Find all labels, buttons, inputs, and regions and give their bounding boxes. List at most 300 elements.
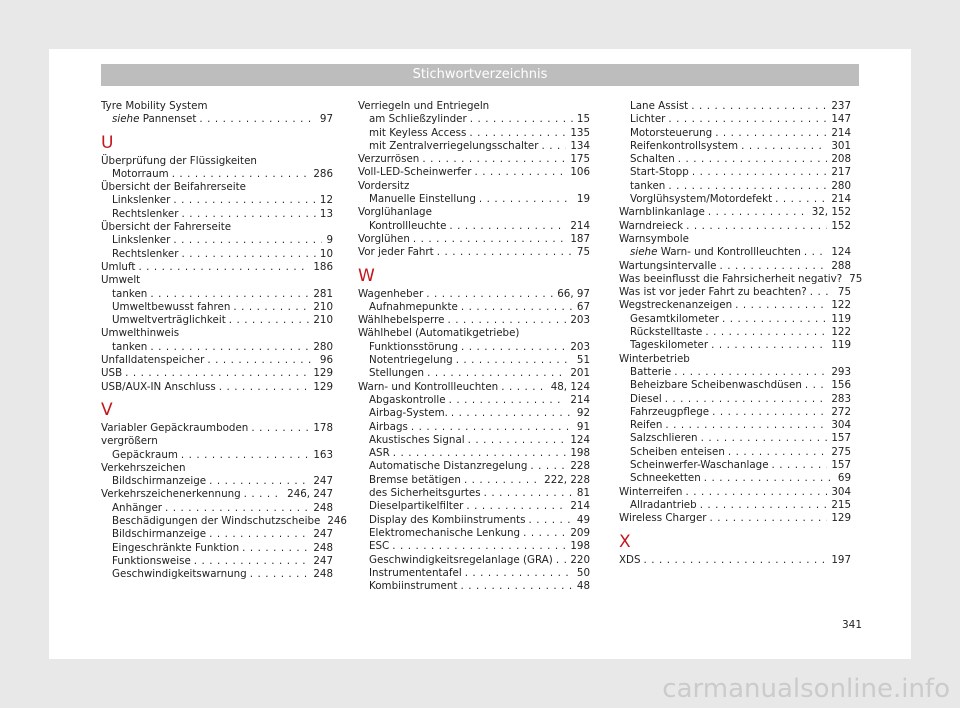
dot-leader	[422, 153, 566, 166]
entry-page-number: 214	[570, 500, 590, 513]
entry-label: Salzschlieren	[630, 432, 698, 445]
dot-leader	[125, 367, 309, 380]
index-subentry	[358, 421, 590, 434]
dot-leader	[461, 301, 573, 314]
dot-leader	[209, 475, 309, 488]
entry-page-number: 32, 152	[811, 206, 851, 219]
dot-leader	[199, 113, 315, 126]
index-subentry	[358, 514, 590, 527]
index-entry	[619, 206, 851, 219]
entry-page-number: 201	[570, 367, 590, 380]
entry-page-number: 293	[831, 365, 851, 378]
entry-page-number: 280	[313, 340, 333, 353]
index-subentry	[358, 341, 590, 354]
entry-label: Rückstelltaste	[630, 326, 703, 339]
entry-page-number: 214	[570, 219, 590, 232]
entry-page-number: 246, 247	[287, 488, 333, 501]
entry-label: Wählhebelsperre	[358, 314, 445, 327]
entry-label: Wählhebel (Automatikgetriebe)	[358, 327, 520, 340]
entry-page-number: 187	[570, 232, 590, 245]
entry-label: Scheiben enteisen	[630, 445, 725, 458]
entry-label: USB	[101, 367, 123, 380]
entry-page-number: 13	[319, 207, 333, 220]
entry-label: Warndreieck	[619, 219, 684, 232]
entry-label: Schneeketten	[630, 472, 701, 485]
entry-page-number: 220	[570, 553, 590, 566]
index-entry	[619, 486, 851, 499]
index-subentry	[619, 406, 851, 419]
index-subentry	[101, 542, 333, 555]
index-subentry	[619, 246, 851, 259]
index-subentry	[619, 153, 851, 166]
index-subentry	[101, 475, 333, 488]
entry-page-number: 246	[327, 515, 347, 528]
entry-label: Unfalldatenspeicher	[101, 354, 205, 367]
index-entry	[101, 100, 333, 113]
entry-label: Display des Kombiinstruments	[369, 513, 526, 526]
entry-page-number: 228	[570, 460, 590, 473]
entry-label: Bildschirmanzeige	[112, 475, 207, 488]
entry-page-number: 129	[831, 512, 851, 525]
entry-label: Lane Assist	[630, 100, 689, 112]
entry-page-number: 198	[570, 540, 590, 553]
dot-leader	[523, 527, 566, 540]
entry-label: Umwelt	[101, 274, 141, 287]
dot-leader	[708, 206, 808, 219]
entry-label: USB/AUX-IN Anschluss	[101, 380, 216, 393]
entry-page-number: 51	[576, 354, 590, 367]
index-section-letter: U	[101, 132, 114, 153]
dot-leader	[735, 299, 827, 312]
entry-page-number: 129	[313, 380, 333, 393]
dot-leader	[182, 208, 316, 221]
index-entry	[101, 381, 333, 394]
index-subentry	[358, 193, 590, 206]
dot-leader	[150, 288, 309, 301]
entry-page-number: 119	[831, 339, 851, 352]
index-subentry	[358, 567, 590, 580]
index-subentry	[619, 339, 851, 352]
dot-leader	[150, 341, 309, 354]
entry-label: Warnblinkanlage	[619, 206, 705, 219]
entry-label: Fahrzeugpflege	[630, 405, 710, 418]
dot-leader	[251, 422, 309, 435]
entry-label: Start-Stopp	[630, 166, 689, 179]
entry-label: Verriegeln und Entriegeln	[358, 100, 490, 112]
entry-label: Winterbetrieb	[619, 352, 690, 365]
entry-label: Akustisches Signal	[369, 433, 465, 446]
dot-leader	[772, 459, 828, 472]
index-column-1	[101, 100, 347, 582]
index-subentry	[619, 379, 851, 392]
entry-page-number: 15	[576, 113, 590, 126]
dot-leader	[411, 421, 573, 434]
index-entry	[358, 246, 590, 259]
dot-leader	[456, 354, 573, 367]
index-subentry	[619, 313, 851, 326]
entry-page-number: 50	[576, 566, 590, 579]
dot-leader	[691, 100, 827, 113]
index-subentry	[619, 193, 851, 206]
entry-page-number: 304	[831, 485, 851, 498]
index-subentry	[101, 301, 333, 314]
index-subentry	[101, 449, 333, 462]
entry-page-number: 163	[313, 448, 333, 461]
entry-label: Tageskilometer	[630, 339, 709, 352]
index-entry	[358, 166, 590, 179]
index-subentry	[101, 515, 347, 528]
index-subentry	[358, 127, 590, 140]
entry-page-number: 208	[831, 153, 851, 166]
dot-leader	[461, 341, 566, 354]
dot-leader	[674, 366, 827, 379]
entry-page-number: 198	[570, 447, 590, 460]
entry-label: Umweltverträglichkeit	[112, 314, 226, 327]
entry-label: Funktionsweise	[112, 554, 191, 567]
entry-page-number: 248	[313, 568, 333, 581]
index-subentry	[101, 248, 333, 261]
entry-label: Verzurrösen	[358, 153, 420, 166]
index-subentry	[101, 502, 333, 515]
entry-text: Warn- und Kontrollleuchten	[660, 246, 801, 259]
entry-page-number: 275	[831, 445, 851, 458]
entry-page-number: 9	[326, 234, 333, 247]
dot-leader	[484, 487, 573, 500]
dot-leader	[427, 367, 566, 380]
entry-page-number: 152	[831, 219, 851, 232]
dot-leader	[712, 406, 827, 419]
index-subentry	[101, 208, 333, 221]
entry-label: Dieselpartikelfilter	[369, 500, 464, 513]
entry-label: vergrößern	[101, 435, 158, 448]
entry-label	[112, 113, 196, 126]
entry-label: Linkslenker	[112, 194, 171, 207]
entry-text: Pannenset	[142, 113, 197, 126]
index-subentry	[619, 326, 851, 339]
entry-page-number: 283	[831, 392, 851, 405]
entry-label: Schalten	[630, 153, 675, 166]
index-subentry	[101, 314, 333, 327]
entry-label: Verkehrszeichen	[101, 461, 186, 474]
entry-page-number: 48	[576, 580, 590, 593]
dot-leader	[501, 381, 546, 394]
entry-page-number: 214	[570, 393, 590, 406]
entry-label: tanken	[112, 287, 148, 300]
dot-leader	[668, 180, 827, 193]
index-entry	[101, 422, 333, 435]
entry-page-number: 19	[576, 193, 590, 206]
dot-leader	[711, 339, 827, 352]
index-subentry	[358, 554, 590, 567]
entry-page-number: 215	[831, 498, 851, 511]
dot-leader	[805, 379, 827, 392]
entry-label: Gepäckraum	[112, 448, 178, 461]
entry-label: Aufnahmepunkte	[369, 300, 458, 313]
index-subentry	[358, 540, 590, 553]
entry-label: ASR	[369, 447, 390, 460]
index-subentry	[619, 446, 851, 459]
dot-leader	[720, 260, 828, 273]
entry-page-number: 247	[313, 554, 333, 567]
entry-label: Abgaskontrolle	[369, 393, 446, 406]
entry-label: Airbag-System.	[369, 407, 448, 420]
watermark: carmanualsonline.info	[662, 674, 950, 704]
index-entry	[101, 435, 333, 448]
dot-leader	[468, 434, 567, 447]
entry-label: Allradantrieb	[630, 498, 697, 511]
index-subentry	[358, 474, 590, 487]
entry-page-number: 209	[570, 526, 590, 539]
entry-label: Airbags	[369, 420, 408, 433]
entry-label: ESC	[369, 540, 390, 553]
entry-page-number: 157	[831, 459, 851, 472]
entry-page-number: 210	[313, 314, 333, 327]
index-subentry	[619, 100, 851, 113]
index-entry	[101, 155, 333, 168]
entry-label: Elektromechanische Lenkung	[369, 526, 521, 539]
dot-leader	[172, 168, 310, 181]
index-entry	[358, 100, 590, 113]
index-subentry	[358, 580, 590, 593]
entry-label: Reifenkontrollsystem	[630, 139, 739, 152]
entry-page-number: 92	[576, 407, 590, 420]
entry-label: Rechtslenker	[112, 207, 179, 220]
index-entry	[358, 327, 590, 340]
entry-page-number: 147	[831, 113, 851, 126]
entry-page-number: 81	[576, 487, 590, 500]
index-subentry	[358, 487, 590, 500]
dot-leader	[479, 193, 573, 206]
index-entry	[358, 314, 590, 327]
dot-leader	[138, 261, 309, 274]
index-entry	[101, 181, 333, 194]
entry-label: Gesamtkilometer	[630, 312, 720, 325]
dot-leader	[541, 140, 566, 153]
entry-label: Bremse betätigen	[369, 473, 461, 486]
entry-page-number: 272	[831, 405, 851, 418]
dot-leader	[219, 381, 310, 394]
entry-page-number: 280	[831, 179, 851, 192]
entry-page-number: 10	[319, 247, 333, 260]
entry-page-number: 97	[319, 113, 333, 126]
index-entry	[358, 180, 590, 193]
entry-page-number: 217	[831, 166, 851, 179]
index-subentry	[619, 419, 851, 432]
index-entry	[101, 462, 333, 475]
index-subentry	[101, 528, 333, 541]
entry-page-number: 156	[831, 379, 851, 392]
index-column-2	[358, 100, 590, 593]
entry-page-number: 75	[837, 286, 851, 299]
index-subentry	[619, 432, 851, 445]
index-subentry	[619, 499, 851, 512]
entry-label: Eingeschränkte Funktion	[112, 541, 240, 554]
index-subentry	[619, 393, 851, 406]
entry-label: am Schließzylinder	[369, 113, 467, 126]
dot-leader	[644, 554, 828, 567]
entry-label: Warnsymbole	[619, 232, 689, 245]
index-entry	[619, 299, 851, 312]
dot-leader	[665, 419, 827, 432]
entry-page-number: 75	[576, 246, 590, 259]
index-section-letter: X	[619, 531, 631, 552]
dot-leader	[722, 313, 827, 326]
dot-leader	[469, 127, 566, 140]
entry-label: Vorglühsystem/Motordefekt	[630, 193, 773, 206]
dot-leader	[685, 486, 827, 499]
dot-leader	[692, 166, 828, 179]
entry-label: Variabler Gepäckraumboden	[101, 421, 249, 434]
entry-page-number: 157	[831, 432, 851, 445]
dot-leader	[701, 432, 828, 445]
index-subentry	[358, 140, 590, 153]
index-subentry	[619, 140, 851, 153]
dot-leader	[165, 502, 309, 515]
entry-label: Was beeinflusst die Fahrsicherheit negativ?	[619, 272, 843, 285]
dot-leader	[665, 393, 828, 406]
entry-page-number: 247	[313, 475, 333, 488]
entry-page-number: 75	[849, 272, 863, 285]
dot-leader	[775, 193, 827, 206]
index-subentry	[101, 168, 333, 181]
index-subentry	[358, 407, 590, 420]
dot-leader	[173, 194, 316, 207]
entry-page-number: 69	[837, 472, 851, 485]
index-subentry	[101, 194, 333, 207]
dot-leader	[705, 326, 827, 339]
index-subentry	[358, 113, 590, 126]
entry-label: Funktionsstörung	[369, 340, 458, 353]
index-subentry	[101, 568, 333, 581]
entry-label: Instrumententafel	[369, 566, 462, 579]
dot-leader	[426, 288, 553, 301]
entry-label: Scheinwerfer-Waschanlage	[630, 459, 769, 472]
entry-label: Kontrollleuchte	[369, 219, 447, 232]
dot-leader	[242, 542, 309, 555]
dot-leader	[447, 314, 566, 327]
entry-label: Verkehrszeichenerkennung	[101, 488, 241, 501]
dot-leader	[710, 512, 828, 525]
entry-label: Beschädigungen der Windschutzscheibe	[112, 515, 321, 528]
dot-leader	[466, 500, 566, 513]
entry-label: Linkslenker	[112, 234, 171, 247]
index-subentry	[619, 459, 851, 472]
index-subentry	[619, 180, 851, 193]
entry-label: Wireless Charger	[619, 512, 707, 525]
dot-leader	[244, 488, 283, 501]
entry-page-number: 134	[570, 139, 590, 152]
entry-page-number: 119	[831, 312, 851, 325]
index-entry	[619, 233, 851, 246]
entry-label: Lichter	[630, 113, 666, 126]
entry-label	[630, 246, 801, 259]
entry-label: Was ist vor jeder Fahrt zu beachten?	[619, 286, 807, 299]
entry-label: Batterie	[630, 365, 672, 378]
index-entry	[619, 260, 851, 273]
entry-page-number: 122	[831, 326, 851, 339]
index-subentry	[358, 220, 590, 233]
entry-page-number: 214	[831, 193, 851, 206]
dot-leader	[465, 567, 573, 580]
entry-page-number: 281	[313, 287, 333, 300]
index-entry	[101, 261, 333, 274]
page-title: Stichwortverzeichnis	[101, 64, 859, 86]
entry-page-number: 106	[570, 166, 590, 179]
entry-label: Voll-LED-Scheinwerfer	[358, 166, 472, 179]
index-entry	[619, 512, 851, 525]
entry-label: Winterreifen	[619, 485, 683, 498]
index-subentry	[619, 113, 851, 126]
entry-label: mit Keyless Access	[369, 126, 467, 139]
dot-leader	[451, 407, 573, 420]
dot-leader	[460, 580, 572, 593]
index-subentry	[619, 166, 851, 179]
entry-label: Bildschirmanzeige	[112, 528, 207, 541]
entry-label: Vorglühen	[358, 232, 410, 245]
entry-label: Vordersitz	[358, 179, 410, 192]
dot-leader	[250, 568, 310, 581]
entry-label: Umweltbewusst fahren	[112, 300, 231, 313]
entry-page-number: 175	[570, 153, 590, 166]
index-subentry	[358, 460, 590, 473]
entry-page-number: 124	[570, 433, 590, 446]
entry-label: des Sicherheitsgurtes	[369, 487, 481, 500]
entry-page-number: 248	[313, 501, 333, 514]
index-subentry	[358, 447, 590, 460]
index-column-3	[619, 100, 863, 567]
dot-leader	[804, 246, 827, 259]
dot-leader	[392, 540, 566, 553]
dot-leader	[437, 246, 573, 259]
entry-label: Umwelthinweis	[101, 327, 180, 340]
index-subentry	[101, 113, 333, 126]
index-subentry	[358, 500, 590, 513]
index-entry	[358, 206, 590, 219]
entry-page-number: 122	[831, 299, 851, 312]
dot-leader	[393, 447, 567, 460]
index-entry	[619, 554, 851, 567]
entry-label: Beheizbare Scheibenwaschdüsen	[630, 379, 802, 392]
entry-page-number: 203	[570, 340, 590, 353]
index-section-letter: W	[358, 265, 375, 286]
dot-leader	[529, 514, 573, 527]
index-subentry	[101, 234, 333, 247]
index-subentry	[101, 288, 333, 301]
dot-leader	[741, 140, 827, 153]
entry-page-number: 91	[576, 420, 590, 433]
entry-page-number: 301	[831, 139, 851, 152]
entry-page-number: 129	[313, 367, 333, 380]
entry-page-number: 135	[570, 126, 590, 139]
entry-label: Überprüfung der Flüssigkeiten	[101, 154, 257, 167]
entry-page-number: 12	[319, 194, 333, 207]
entry-page-number: 49	[576, 513, 590, 526]
entry-label: Kombiinstrument	[369, 580, 458, 593]
entry-label: Diesel	[630, 392, 662, 405]
entry-page-number: 186	[313, 260, 333, 273]
entry-label: Wartungsintervalle	[619, 259, 717, 272]
entry-label: Motorraum	[112, 167, 169, 180]
entry-page-number: 247	[313, 528, 333, 541]
entry-label: Tyre Mobility System	[101, 100, 208, 112]
index-entry	[619, 220, 851, 233]
dot-leader	[715, 127, 827, 140]
entry-label: Reifen	[630, 419, 663, 432]
entry-label: Übersicht der Fahrerseite	[101, 221, 232, 234]
entry-label: Vorglühanlage	[358, 206, 432, 219]
entry-label: Stellungen	[369, 367, 425, 380]
entry-page-number: 124	[831, 246, 851, 259]
